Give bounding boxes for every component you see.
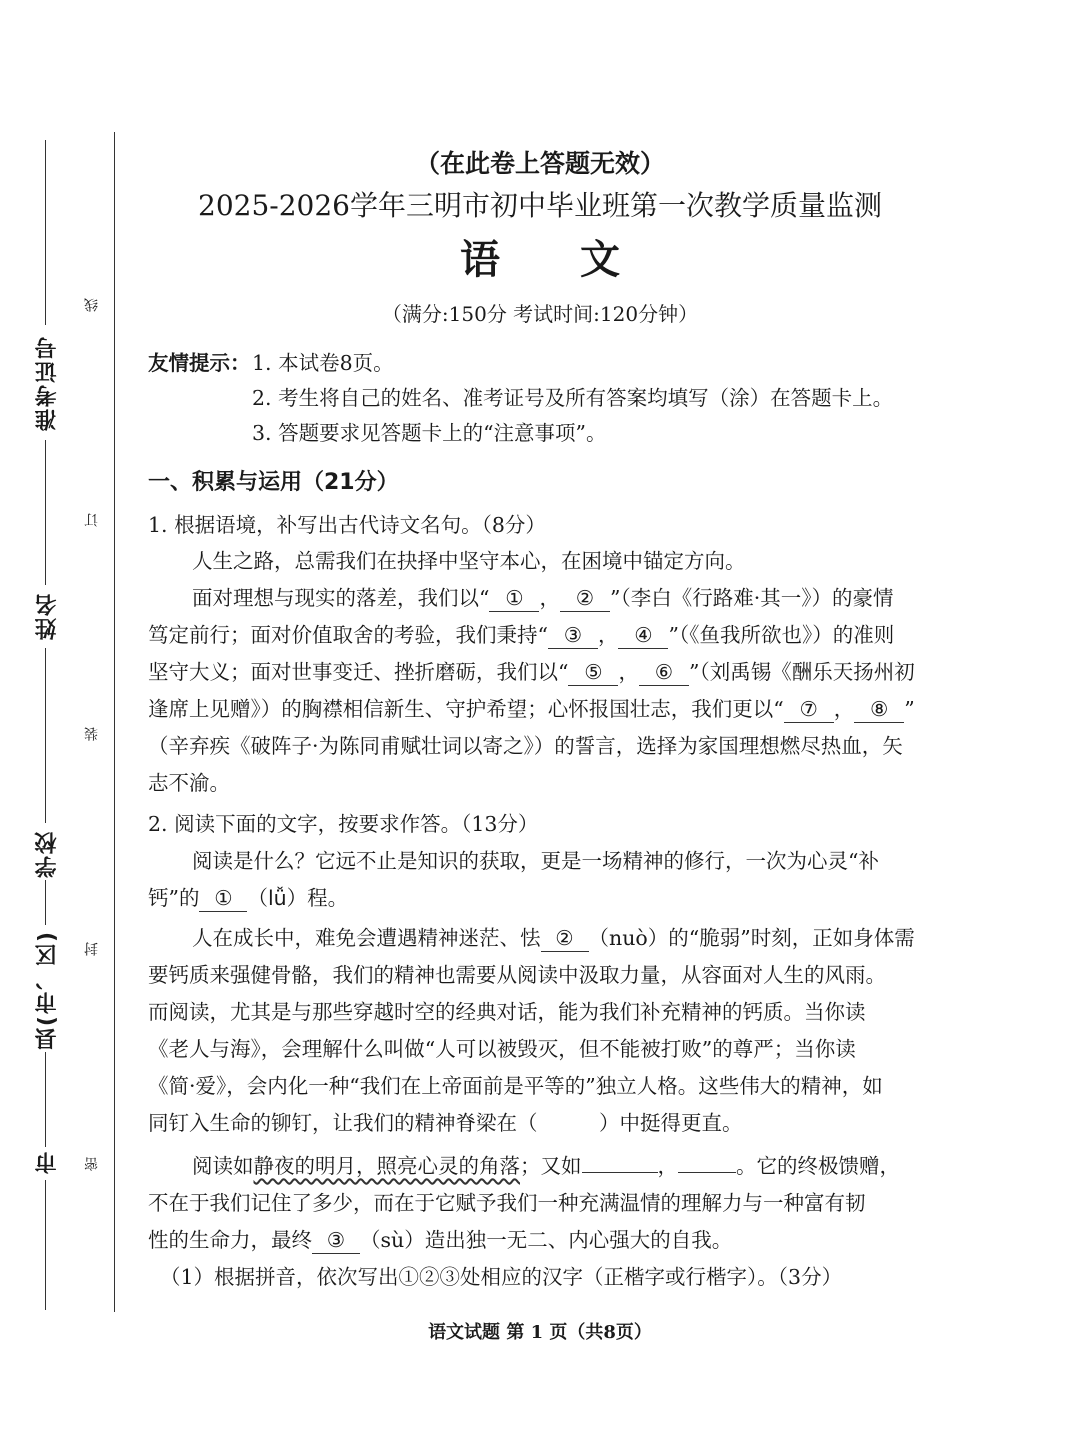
q2-line: 《老人与海》，会理解什么叫做“人可以被毁灭，但不能被打败”的尊严；当你读 — [148, 1037, 856, 1061]
side-underline — [45, 440, 46, 585]
county-label: 县(市、区) — [35, 930, 60, 1051]
section-title: 一、积累与运用（21分） — [148, 470, 399, 495]
q2-line: 阅读如静夜的明月，照亮心灵的角落；又如 ， 。它的终极馈赠， — [192, 1154, 900, 1178]
side-underline — [45, 880, 46, 925]
q1-line: 笃定前行；面对价值取舍的考验，我们秉持“ ③ ， ④ ”（《鱼我所欲也》）的准则 — [148, 623, 895, 647]
q1-intro: 人生之路，总需我们在抉择中坚守本心，在困境中锚定方向。 — [192, 549, 746, 573]
wavy-underlined-text: 静夜的明月，照亮心灵的角落 — [253, 1154, 520, 1178]
tip-item: 2. 考生将自己的姓名、准考证号及所有答案均填写（涂）在答题卡上。 — [252, 386, 894, 410]
blank-1: ① — [489, 585, 539, 612]
q1-line: （辛弃疾《破阵子·为陈同甫赋壮词以寄之》）的誓言，选择为家国理想燃尽热血，矢 — [148, 734, 903, 758]
bind-char-feng: 封 — [84, 942, 100, 956]
name-label: 姓名 — [35, 592, 60, 640]
bind-char-xian: 线 — [84, 298, 100, 312]
blank-q2-3: ③ — [312, 1227, 360, 1254]
q2-line: 人在成长中，难免会遭遇精神迷茫、怯 ② （nuò）的“脆弱”时刻，正如身体需 — [192, 926, 915, 950]
q2-line: 《简·爱》，会内化一种“我们在上帝面前是平等的”独立人格。这些伟大的精神，如 — [148, 1074, 883, 1098]
tips-label: 友情提示： — [148, 351, 251, 375]
blank-6: ⑥ — [639, 659, 689, 686]
blank-2: ② — [560, 585, 610, 612]
blank-5: ⑤ — [568, 659, 618, 686]
blank-3: ③ — [548, 622, 598, 649]
city-label: 市 — [35, 1150, 60, 1174]
blank-8: ⑧ — [854, 696, 904, 723]
tip-item: 1. 本试卷8页。 — [252, 351, 394, 375]
side-underline — [45, 1180, 46, 1310]
q2-line: 性的生命力，最终 ③ （sù）造出独一无二、内心强大的自我。 — [148, 1228, 733, 1252]
side-underline — [45, 140, 46, 325]
blank-q2-1: ① — [199, 885, 247, 912]
q2-head: 2. 阅读下面的文字，按要求作答。（13分） — [148, 812, 539, 836]
q2-sub1: （1）根据拼音，依次写出①②③处相应的汉字（正楷字或行楷字）。（3分） — [160, 1265, 843, 1289]
blank-7: ⑦ — [784, 696, 834, 723]
exam-meta: （满分:150分 考试时间:120分钟） — [381, 302, 699, 326]
binding-line — [114, 132, 115, 1312]
q1-line: 坚守大义；面对世事变迁、挫折磨砺，我们以“ ⑤ ， ⑥ ”（刘禹锡《酬乐天扬州初 — [148, 660, 915, 684]
q1-head: 1. 根据语境，补写出古代诗文名句。（8分） — [148, 513, 546, 537]
bind-char-mi: 密 — [84, 1157, 100, 1171]
page-footer: 语文试题 第 1 页（共8页） — [428, 1322, 652, 1343]
blank-q2-line-a — [582, 1172, 658, 1173]
q1-line: 面对理想与现实的落差，我们以“ ① ， ② ”（李白《行路难·其一》）的豪情 — [192, 586, 894, 610]
blank-q2-line-b — [678, 1172, 736, 1173]
bind-char-ding: 订 — [84, 513, 100, 527]
q2-line: 同钉入生命的铆钉，让我们的精神脊梁在（ ）中挺得更直。 — [148, 1111, 743, 1135]
q1-line: 逢席上见赠》）的胸襟相信新生、守护希望；心怀报国壮志，我们更以“ ⑦ ， ⑧ ” — [148, 697, 915, 721]
blank-4: ④ — [618, 622, 668, 649]
side-underline — [45, 1052, 46, 1147]
q2-line: 而阅读，尤其是与那些穿越时空的经典对话，能为我们补充精神的钙质。当你读 — [148, 1000, 866, 1024]
school-label: 学校 — [35, 830, 60, 878]
q1-line: 志不渝。 — [148, 771, 230, 795]
exam-number-label: 准考证号 — [35, 335, 60, 431]
blank-q2-2: ② — [541, 925, 589, 952]
bind-char-zhuang: 装 — [84, 727, 100, 741]
side-underline — [45, 648, 46, 823]
invalid-notice: （在此卷上答题无效） — [414, 149, 665, 178]
q2-line: 阅读是什么？它远不止是知识的获取，更是一场精神的修行，一次为心灵“补 — [192, 849, 879, 873]
q2-line: 要钙质来强健骨骼，我们的精神也需要从阅读中汲取力量，从容面对人生的风雨。 — [148, 963, 886, 987]
q2-line: 钙”的 ① （lǚ）程。 — [148, 886, 349, 910]
tip-item: 3. 答题要求见答题卡上的“注意事项”。 — [252, 421, 607, 445]
subject-title: 语 文 — [460, 236, 620, 283]
q2-line: 不在于我们记住了多少，而在于它赋予我们一种充满温情的理解力与一种富有韧 — [148, 1191, 866, 1215]
exam-title: 2025-2026学年三明市初中毕业班第一次教学质量监测 — [198, 189, 882, 222]
